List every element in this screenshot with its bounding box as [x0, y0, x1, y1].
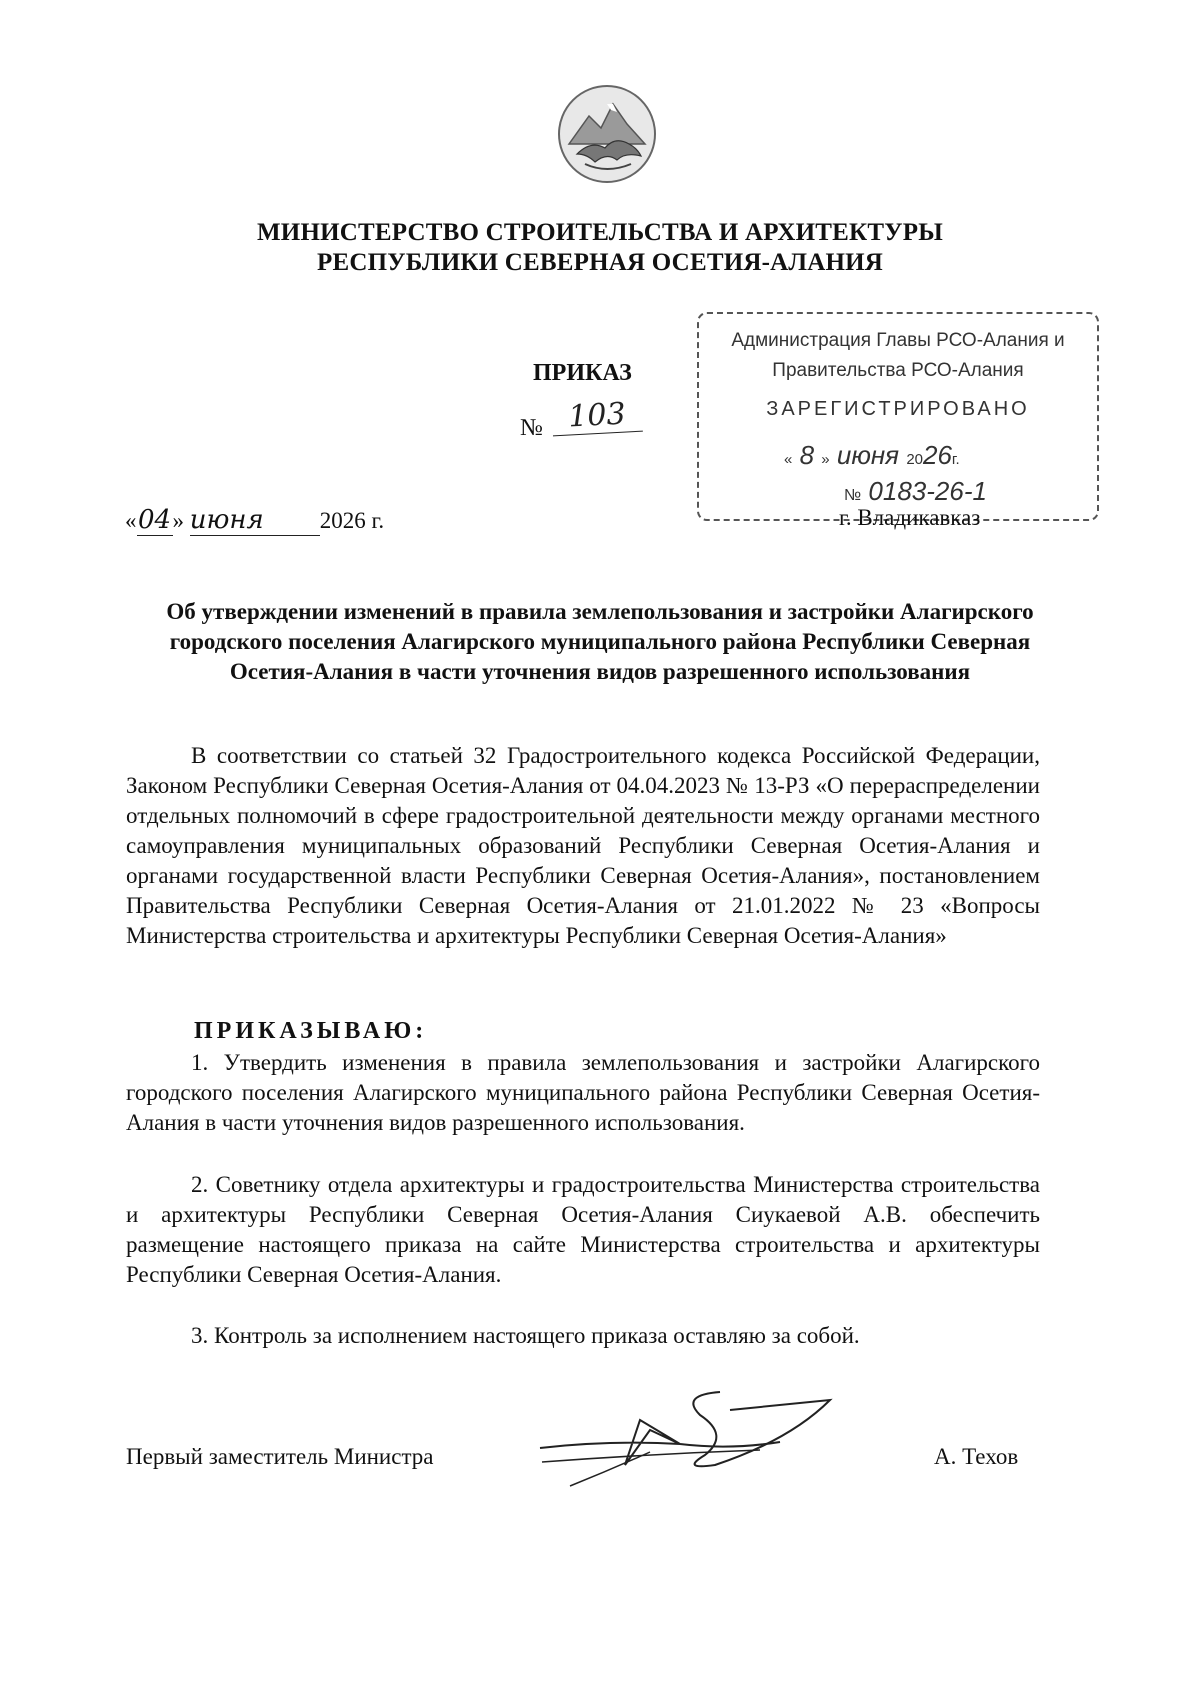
- stamp-number-label: №: [844, 487, 862, 504]
- stamp-date: « 8 » июня 2026г.: [784, 440, 960, 470]
- date-month: июня: [190, 505, 320, 536]
- stamp-number: [844, 476, 987, 507]
- city: г. Владикавказ: [839, 505, 981, 530]
- preamble-paragraph: В соответствии со статьей 32 Градостроительного кодекса Российской Федерации, Законом Республики Северная Осетия-Алания от 04.04.2023 № 13-РЗ «О перераспределении отдельных полномочий в сфере градостроительной деятельности между органами местного самоуправления муниципальных образований Республики Северная Осетия-Алания и органами государственной власти Республики Северная Осетия-Алания», постановлением Правительства Республики Северная Осетия-Алания от 21.01.2022 № 23 «Вопросы Министерства строительства и архитектуры Республики Северная Осетия-Алания»: [126, 743, 1040, 948]
- order-number: 103: [551, 396, 643, 437]
- ministry-name-line1: МИНИСТЕРСТВО СТРОИТЕЛЬСТВА И АРХИТЕКТУРЫ: [257, 219, 943, 246]
- number-label: №: [520, 415, 543, 441]
- stamp-date-year-suffix: 26: [923, 440, 952, 470]
- ministry-name-line2: РЕСПУБЛИКИ СЕВЕРНАЯ ОСЕТИЯ-АЛАНИЯ: [316, 249, 883, 276]
- registration-stamp: [697, 312, 1099, 521]
- stamp-date-day: 8: [799, 440, 815, 470]
- signatory-position: Первый заместитель Министра: [126, 1444, 434, 1469]
- stamp-date-year-mark: г.: [951, 451, 960, 468]
- signatory-name: А. Техов: [934, 1444, 1019, 1469]
- stamp-date-year-prefix: 20: [906, 451, 923, 468]
- date-close-quote: »: [172, 508, 184, 533]
- document-subject: Об утверждении изменений в правила землепользования и застройки Алагирского городского поселения Алагирского муниципального района Республики Северная Осетия-Алания в части уточнения видов разрешенного использования: [166, 599, 1034, 684]
- handwritten-signature: [530, 1370, 850, 1490]
- order-word: ПРИКАЗЫВАЮ:: [194, 1018, 428, 1044]
- order-item-3: 3. Контроль за исполнением настоящего приказа оставляю за собой.: [191, 1323, 860, 1348]
- date-day: 04: [137, 505, 172, 535]
- coat-of-arms-emblem: [555, 82, 659, 186]
- stamp-date-month: июня: [836, 440, 900, 470]
- document-type: ПРИКАЗ: [533, 360, 632, 386]
- document-date: [125, 505, 384, 536]
- stamp-status: ЗАРЕГИСТРИРОВАНО: [766, 398, 1030, 420]
- stamp-authority-line2: Правительства РСО-Алания: [772, 360, 1024, 381]
- stamp-number-value: 0183-26-1: [868, 476, 987, 506]
- order-item-1: 1. Утвердить изменения в правила землепользования и застройки Алагирского городского поселения Алагирского муниципального района Республики Северная Осетия-Алания в части уточнения видов разрешенного использования.: [126, 1050, 1040, 1135]
- stamp-authority-line1: Администрация Главы РСО-Алания и: [731, 330, 1065, 351]
- order-item-2: 2. Советнику отдела архитектуры и градостроительства Министерства строительства и архитектуры Республики Северная Осетия-Алания Сиукаевой А.В. обеспечить размещение настоящего приказа на сайте Министерства строительства и архитектуры Республики Северная Осетия-Алания.: [126, 1172, 1040, 1287]
- date-open-quote: «: [125, 508, 137, 533]
- date-year: 2026 г.: [319, 508, 385, 533]
